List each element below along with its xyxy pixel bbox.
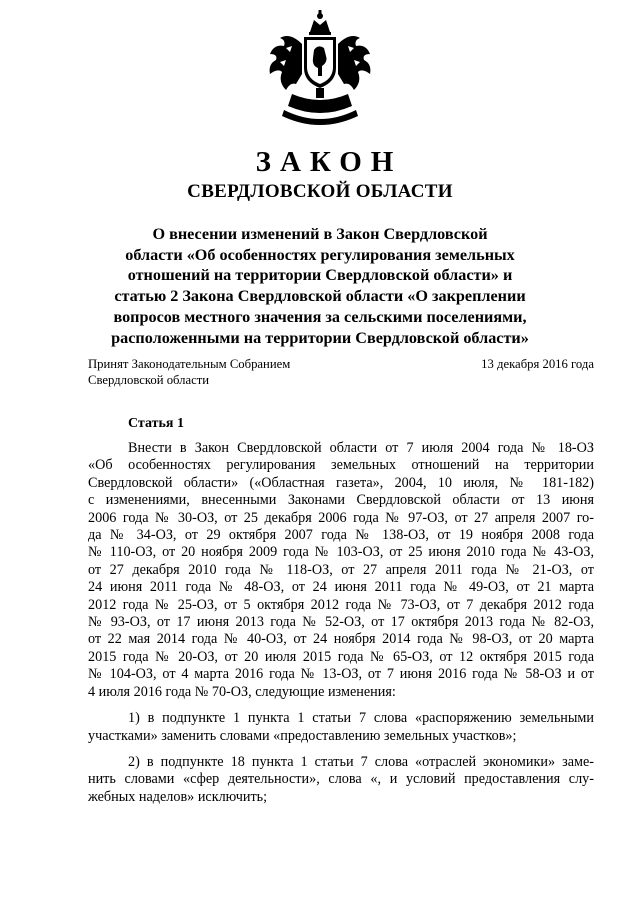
text-line: 24 июня 2011 года № 48-ОЗ, от 24 июня 2011 года № 49-ОЗ, от 21 марта xyxy=(88,579,594,596)
subject-line: вопросов местного значения за сельскими поселениями, xyxy=(113,307,527,326)
text-line: 2) в подпункте 18 пункта 1 статьи 7 слова «отраслей экономики» заме- xyxy=(128,753,594,770)
adopted-by xyxy=(88,357,348,388)
text-line: 2015 года № 20-ОЗ, от 20 июля 2015 года № 65-ОЗ, от 12 октября 2015 года xyxy=(88,648,594,665)
article-body xyxy=(88,440,594,815)
text-line: 2012 года № 25-ОЗ, от 5 октября 2012 года № 73-ОЗ, от 7 декабря 2012 года xyxy=(88,596,594,613)
text-line: 2006 года № 30-ОЗ, от 25 декабря 2006 года № 97-ОЗ, от 27 апреля 2007 го- xyxy=(88,509,594,526)
region-title: СВЕРДЛОВСКОЙ ОБЛАСТИ xyxy=(187,181,453,202)
law-title: ЗАКОН xyxy=(255,146,403,178)
text-line: 4 июля 2016 года № 70-ОЗ, следующие изменения: xyxy=(88,683,396,700)
text-line: «Об особенностях регулирования земельных отношений на территории xyxy=(88,457,594,474)
text-line: № 104-ОЗ, от 4 марта 2016 года № 13-ОЗ, от 7 июня 2016 года № 58-ОЗ и от xyxy=(88,666,594,683)
subject-line: области «Об особенностях регулирования земельных xyxy=(125,245,515,264)
text-line: участками» заменить словами «предоставлению земельных участков»; xyxy=(88,727,517,744)
article-intro-paragraph xyxy=(88,440,594,701)
text-line: жебных наделов» исключить; xyxy=(88,788,268,805)
subject-line: отношений на территории Свердловской области» и xyxy=(127,266,513,285)
text-line: нить словами «сфер деятельности», слова «, и условий предоставления слу- xyxy=(88,771,594,788)
text-line: с изменениями, внесенными Законами Свердловской области от 13 июня xyxy=(88,492,594,509)
article-item-1 xyxy=(88,710,594,745)
text-line: Свердловской области» («Областная газета», 2004, 10 июля, № 181-182) xyxy=(88,474,594,491)
subject-line: О внесении изменений в Закон Свердловской xyxy=(152,225,488,243)
subject-line: расположенными на территории Свердловской области» xyxy=(111,328,529,347)
article-heading: Статья 1 xyxy=(128,416,184,431)
text-line: № 110-ОЗ, от 20 ноября 2009 года № 103-ОЗ, от 25 июня 2010 года № 43-ОЗ, xyxy=(88,544,594,561)
text-line: да № 34-ОЗ, от 29 октября 2007 года № 138-ОЗ, от 19 ноября 2008 года xyxy=(88,527,594,544)
text-line: Внести в Закон Свердловской области от 7 июля 2004 года № 18-ОЗ xyxy=(128,440,594,456)
text-line: № 93-ОЗ, от 17 июня 2013 года № 52-ОЗ, от 17 октября 2013 года № 82-ОЗ, xyxy=(88,614,594,631)
adoption-date: 13 декабря 2016 года xyxy=(481,357,594,371)
adopted-by-line: Свердловской области xyxy=(88,372,210,387)
text-line: 1) в подпункте 1 пункта 1 статьи 7 слова «распоряжению земельными xyxy=(128,710,594,727)
text-line: от 22 мая 2014 года № 40-ОЗ, от 24 ноября 2014 года № 98-ОЗ, от 20 марта xyxy=(88,631,594,648)
article-item-2 xyxy=(88,754,594,806)
subject-line: статью 2 Закона Свердловской области «О закреплении xyxy=(114,287,526,306)
coat-of-arms-emblem xyxy=(256,10,384,132)
adopted-by-line: Принят Законодательным Собранием xyxy=(88,357,291,371)
text-line: от 27 декабря 2010 года № 118-ОЗ, от 27 апреля 2011 года № 21-ОЗ, от xyxy=(88,561,594,578)
law-subject xyxy=(100,224,540,348)
